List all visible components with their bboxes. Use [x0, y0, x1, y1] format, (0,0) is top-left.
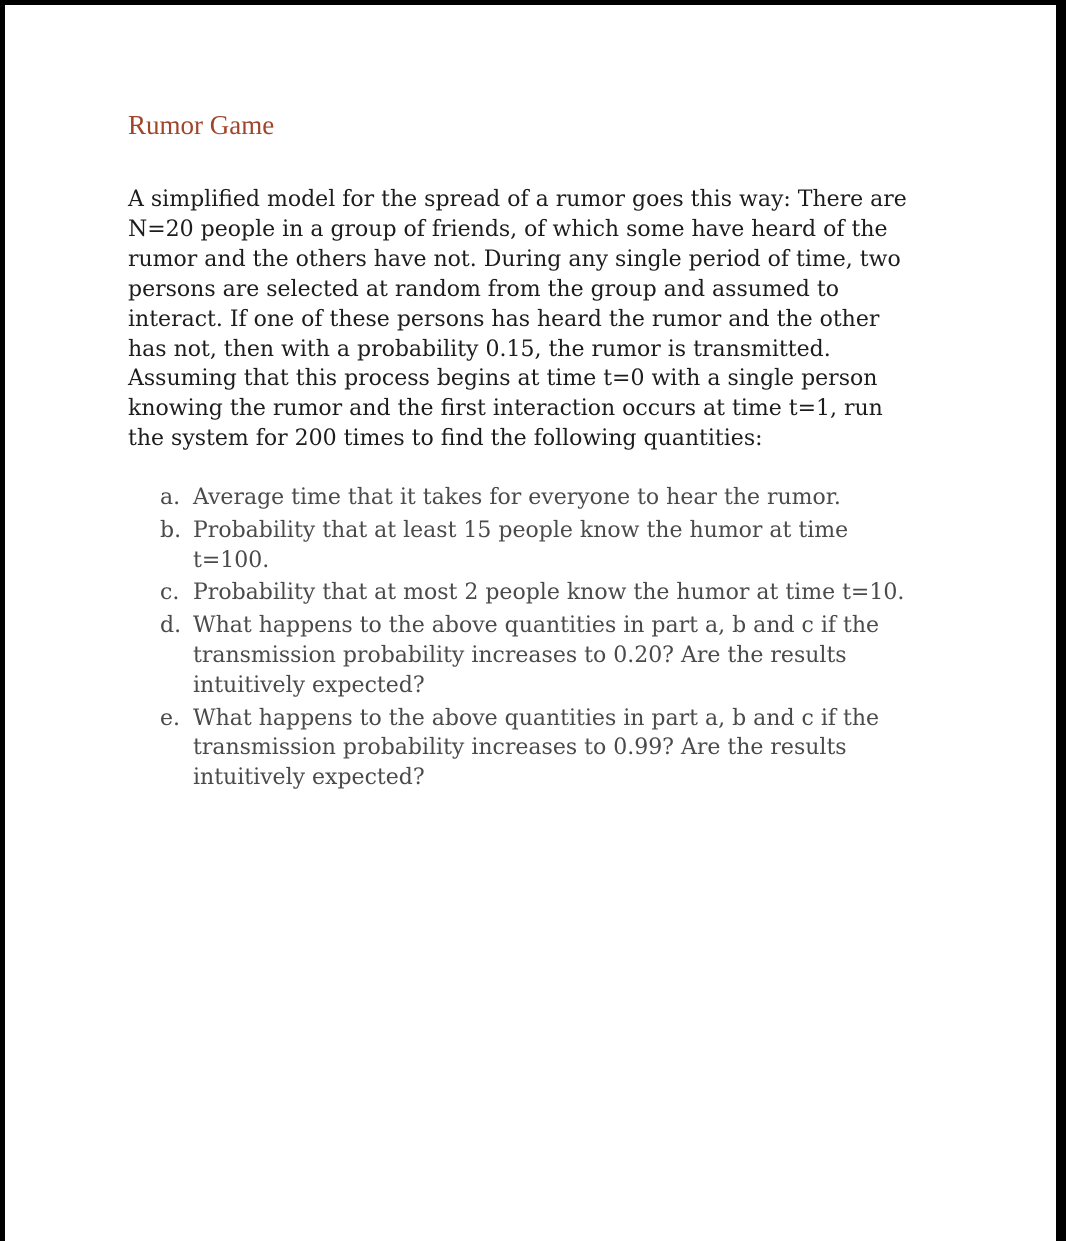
question-text: Probability that at most 2 people know the humor at time t=10. — [193, 580, 905, 606]
intro-line: persons are selected at random from the group and assumed to — [128, 276, 839, 302]
question-text: intuitively expected? — [193, 672, 425, 698]
question-text: Average time that it takes for everyone to hear the rumor. — [193, 485, 841, 510]
question-marker: c. — [160, 580, 180, 606]
intro-line: the system for 200 times to find the following quantities: — [128, 426, 763, 452]
question-text: What happens to the above quantities in part a, b and c if the — [193, 613, 880, 639]
intro-line: Assuming that this process begins at time t=0 with a single person — [128, 366, 878, 392]
intro-line: interact. If one of these persons has heard the rumor and the other — [128, 306, 880, 332]
question-marker: e. — [160, 705, 181, 731]
intro-line: A simplified model for the spread of a rumor goes this way: There are — [128, 187, 907, 212]
question-text: transmission probability increases to 0.99? Are the results — [193, 735, 847, 761]
question-text: Probability that at least 15 people know the humor at time — [193, 517, 849, 543]
document-page — [5, 5, 1056, 1241]
question-text: What happens to the above quantities in part a, b and c if the — [193, 705, 880, 731]
intro-line: rumor and the others have not. During any single period of time, two — [128, 246, 901, 272]
question-item-c — [160, 578, 940, 608]
intro-line: has not, then with a probability 0.15, the rumor is transmitted. — [128, 336, 831, 362]
question-text: intuitively expected? — [193, 765, 425, 791]
document-title: Rumor Game — [128, 110, 275, 140]
question-item-e — [160, 704, 940, 793]
question-item-b — [160, 516, 940, 576]
question-item-a — [160, 483, 940, 513]
question-text: t=100. — [193, 547, 270, 573]
question-marker: b. — [160, 517, 182, 543]
intro-line: knowing the rumor and the first interaction occurs at time t=1, run — [128, 396, 883, 422]
intro-line: N=20 people in a group of friends, of which some have heard of the — [128, 216, 888, 242]
question-text: transmission probability increases to 0.20? Are the results — [193, 642, 847, 668]
question-list — [160, 483, 940, 796]
question-marker: d. — [160, 613, 182, 639]
question-item-d — [160, 611, 940, 700]
intro-paragraph — [128, 185, 928, 454]
question-marker: a. — [160, 485, 181, 510]
